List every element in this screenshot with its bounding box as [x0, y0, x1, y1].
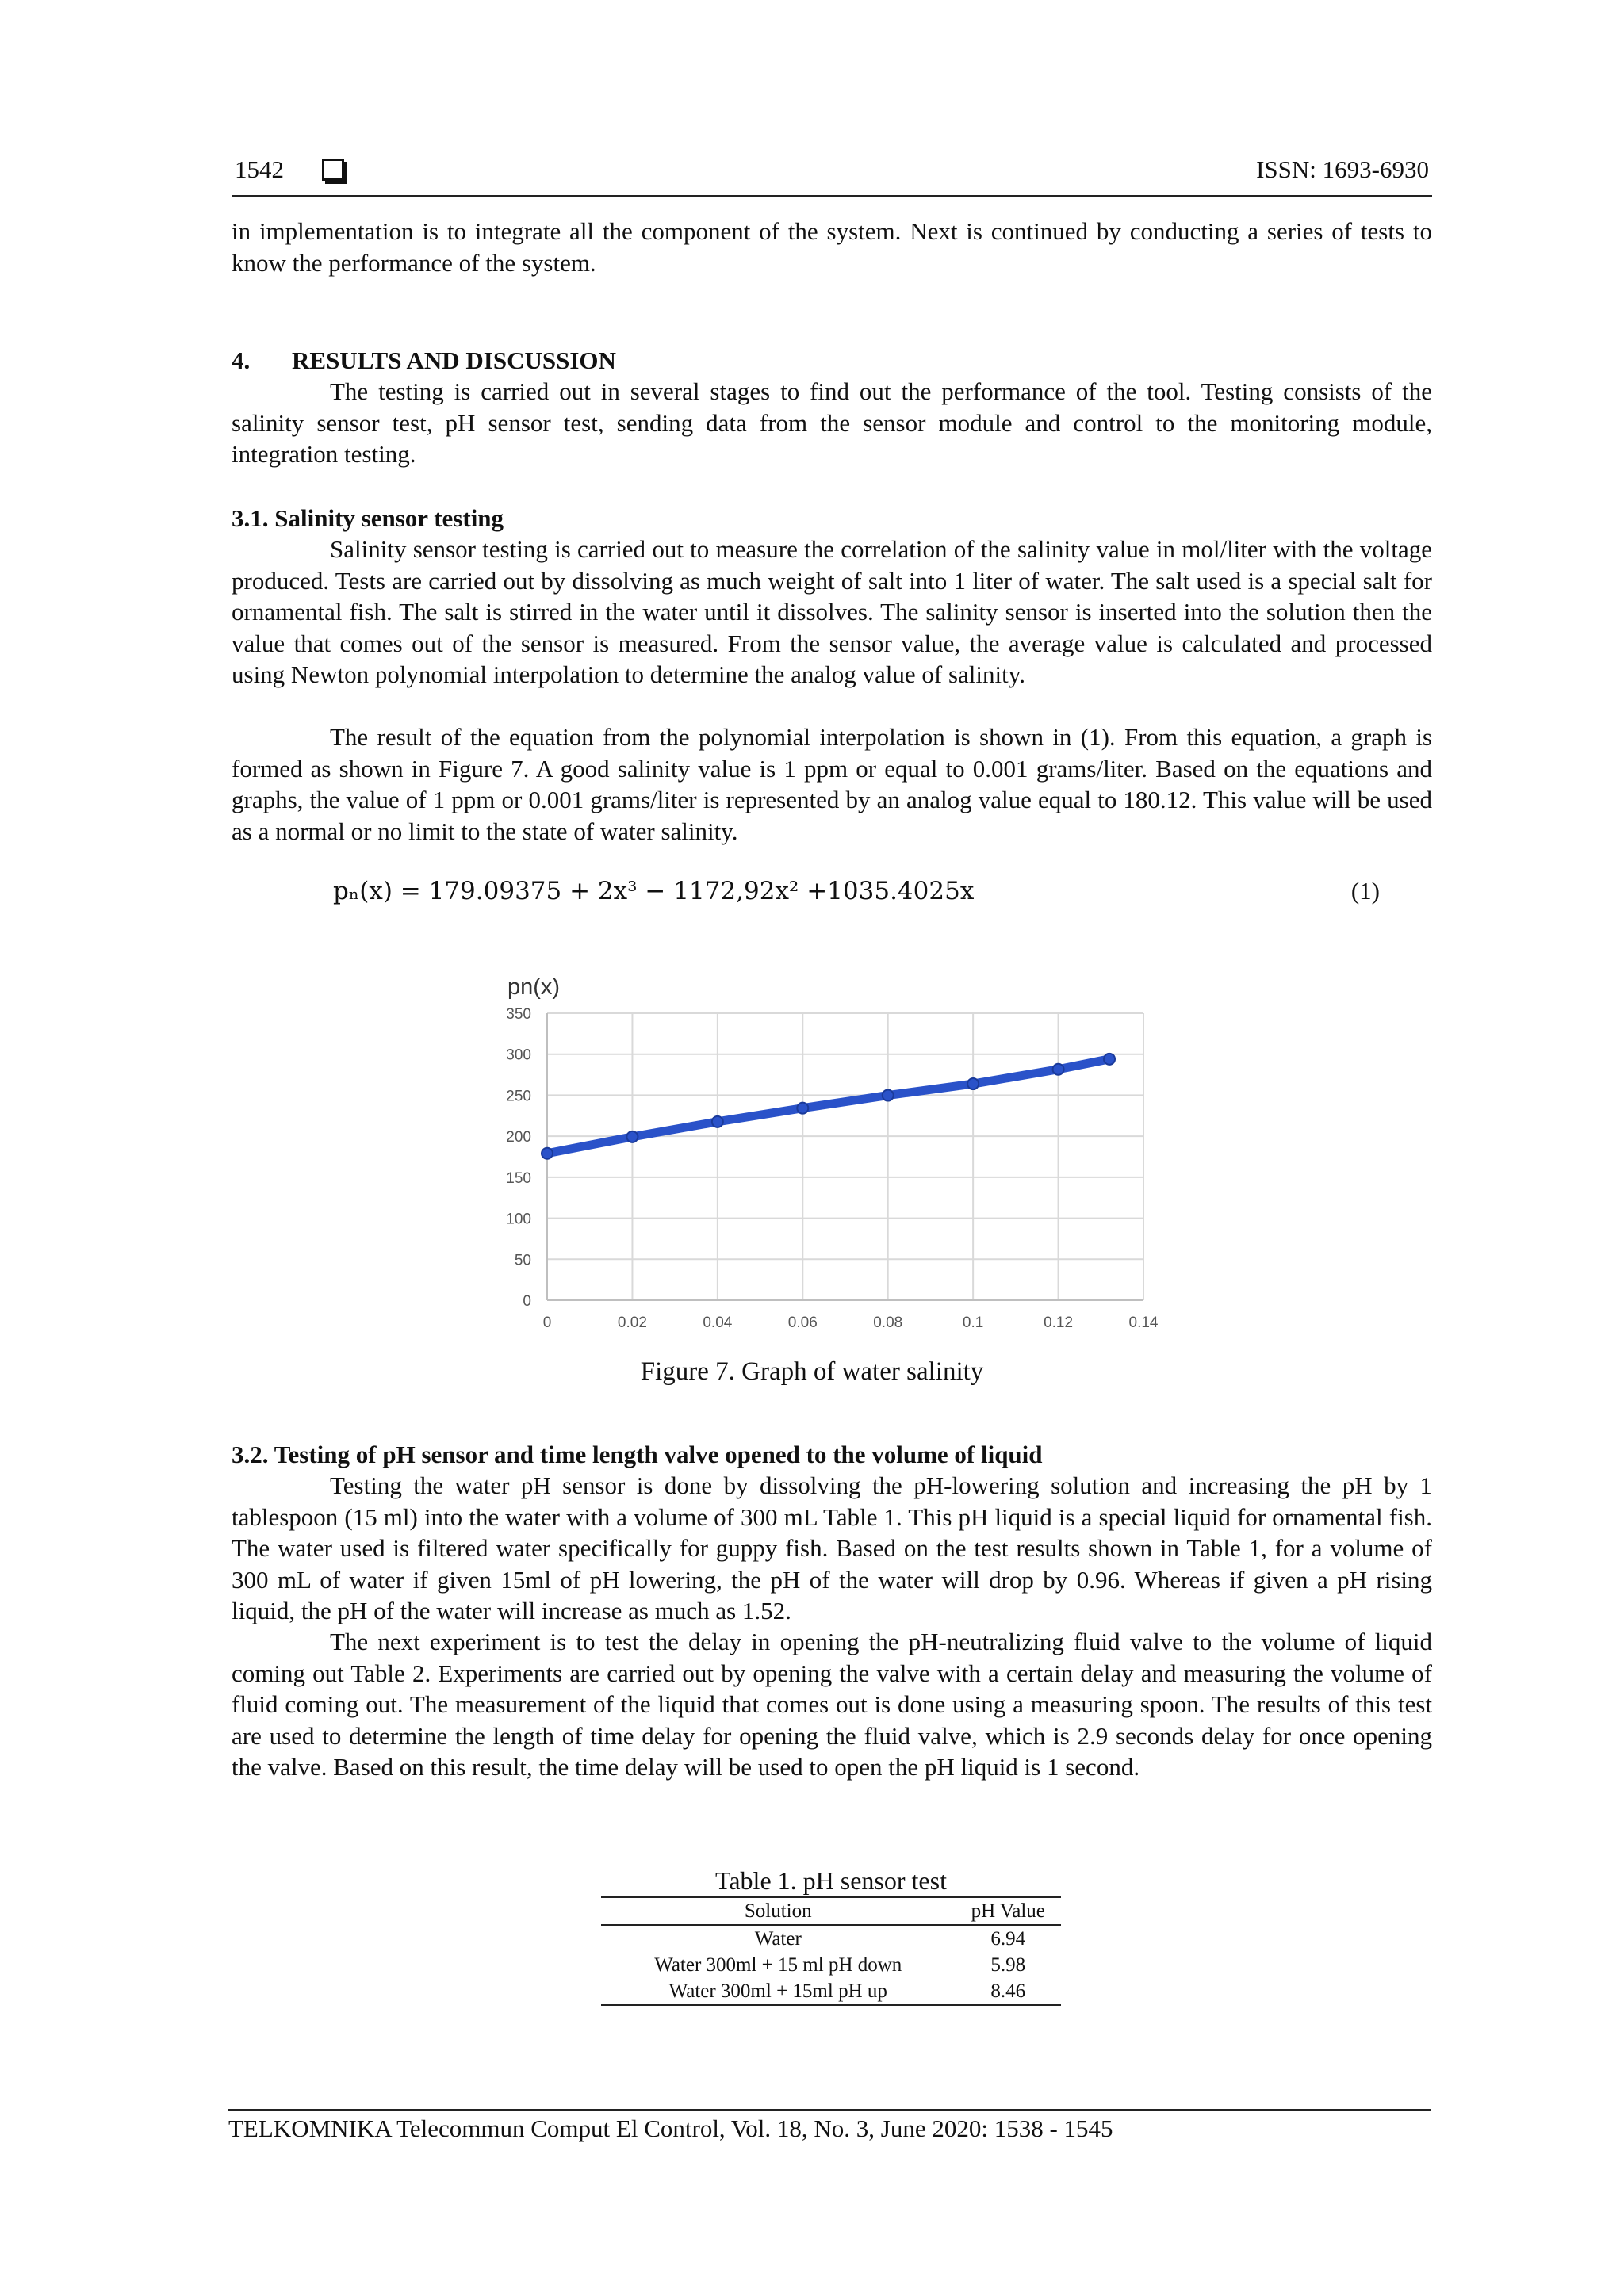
- column-header-ph-value: pH Value: [956, 1897, 1061, 1925]
- data-point: [542, 1148, 553, 1159]
- x-tick-label: 0: [542, 1314, 552, 1331]
- equation-1: [333, 877, 1380, 912]
- x-tick-label: 0.1: [962, 1314, 984, 1331]
- page-header: [232, 155, 1432, 197]
- page-footer: TELKOMNIKA Telecommun Comput El Control, Vol. 18, No. 3, June 2020: 1538 - 1545: [228, 2109, 1431, 2143]
- section-3-1-paragraph-1: Salinity sensor testing is carried out to measure the correlation of the salinity value in mol/liter with the voltage produced. Tests are carried out by dissolving as much weight of salt into 1 liter of water. The salt used is a special salt for ornamental fish. The salt is stirred in the water until it dissolves. The salinity sensor is inserted into the solution then the value that comes out of the sensor is measured. From the sensor value, the average value is calculated and processed using Newton polynomial interpolation to determine the analog value of salinity.: [232, 535, 1432, 688]
- ph-sensor-table: [601, 1896, 1061, 2006]
- y-tick-label: 50: [514, 1252, 531, 1269]
- data-point: [1053, 1064, 1064, 1075]
- y-tick-label: 100: [506, 1211, 531, 1228]
- figure-7-caption: Figure 7. Graph of water salinity: [640, 1357, 984, 1386]
- table-row: [601, 1952, 1061, 1978]
- y-tick-label: 300: [506, 1047, 531, 1064]
- table-1-title: Table 1. pH sensor test: [715, 1866, 947, 1895]
- x-tick-label: 0.14: [1128, 1314, 1159, 1331]
- section-4-title: RESULTS AND DISCUSSION: [292, 346, 616, 374]
- x-tick-label: 0.08: [873, 1314, 903, 1331]
- intro-paragraph: in implementation is to integrate all the component of the system. Next is continued by conducting a series of tests to know the performance of the system.: [232, 217, 1432, 277]
- section-4-number: 4.: [232, 346, 251, 374]
- table-row: [601, 1925, 1061, 1952]
- x-tick-label: 0.04: [703, 1314, 733, 1331]
- y-tick-label: 150: [506, 1169, 531, 1187]
- data-point: [1104, 1054, 1115, 1065]
- data-point: [797, 1103, 808, 1114]
- section-4-heading: [232, 345, 1432, 377]
- y-axis-label: pn(x): [508, 974, 561, 1000]
- table-cell: Water 300ml + 15 ml pH down: [654, 1954, 902, 1976]
- table-cell: 6.94: [990, 1928, 1026, 1950]
- y-tick-label: 250: [506, 1088, 531, 1105]
- section-3-1-heading: 3.1. Salinity sensor testing: [232, 504, 504, 532]
- section-3-2-heading: 3.2. Testing of pH sensor and time length valve opened to the volume of liquid: [232, 1441, 1043, 1468]
- section-3-1-paragraph-2: The result of the equation from the polynomial interpolation is shown in (1). From this equation, a graph is formed as shown in Figure 7. A good salinity value is 1 ppm or equal to 0.001 grams/liter. Based on the equations and graphs, the value of 1 ppm or 0.001 grams/liter is represented by an analog value equal to 180.12. This value will be used as a normal or no limit to the state of water salinity.: [232, 723, 1432, 845]
- y-tick-label: 0: [523, 1293, 531, 1310]
- square-bullet-icon: [322, 159, 344, 181]
- x-tick-label: 0.06: [787, 1314, 818, 1331]
- table-cell: Water 300ml + 15ml pH up: [668, 1980, 887, 2002]
- issn: ISSN: 1693-6930: [1256, 155, 1429, 183]
- table-row: [601, 1978, 1061, 2005]
- data-point: [626, 1131, 638, 1142]
- column-header-solution: Solution: [601, 1897, 956, 1925]
- y-tick-label: 200: [506, 1129, 531, 1146]
- salinity-chart: [476, 959, 1174, 1340]
- data-point: [712, 1116, 723, 1127]
- section-3-2-paragraph-1: Testing the water pH sensor is done by dissolving the pH-lowering solution and increasing the pH by 1 tablespoon (15 ml) into the water with a volume of 300 mL Table 1. This pH liquid is a special liquid for ornamental fish. The water used is filtered water specifically for guppy fish. Based on the test results shown in Table 1, for a volume of 300 mL of water if given 15ml of pH lowering, the pH of the water will drop by 0.96. Whereas if given a pH rising liquid, the pH of the water will increase as much as 1.52.: [232, 1471, 1432, 1624]
- equation-number: (1): [1350, 877, 1380, 905]
- x-tick-label: 0.02: [617, 1314, 647, 1331]
- table-cell: Water: [754, 1928, 802, 1950]
- data-point: [883, 1090, 894, 1101]
- equation-expression: pₙ(x) = 179.09375 + 2x³ − 1172,92x² +1035.4025x: [333, 877, 975, 905]
- y-tick-label: 350: [506, 1006, 531, 1023]
- section-4-paragraph: The testing is carried out in several stages to find out the performance of the tool. Testing consists of the salinity sensor test, pH sensor test, sending data from the sensor module and control to the monitoring module, integration testing.: [232, 377, 1432, 468]
- section-3-2-paragraph-2: The next experiment is to test the delay in opening the pH-neutralizing fluid valve to the volume of liquid coming out Table 2. Experiments are carried out by opening the valve with a certain delay and measuring the volume of fluid coming out. The measurement of the liquid that comes out is done using a measuring spoon. The results of this test are used to determine the length of time delay for opening the fluid valve, which is 2.9 seconds delay for once opening the valve. Based on this result, the time delay will be used to open the pH liquid is 1 second.: [232, 1628, 1432, 1781]
- x-tick-label: 0.12: [1044, 1314, 1074, 1331]
- data-point: [967, 1078, 979, 1089]
- page-number: 1542: [235, 155, 284, 183]
- table-cell: 5.98: [990, 1954, 1026, 1976]
- table-header-row: [601, 1897, 1061, 1925]
- table-cell: 8.46: [990, 1980, 1026, 2002]
- table-1: [601, 1865, 1061, 2006]
